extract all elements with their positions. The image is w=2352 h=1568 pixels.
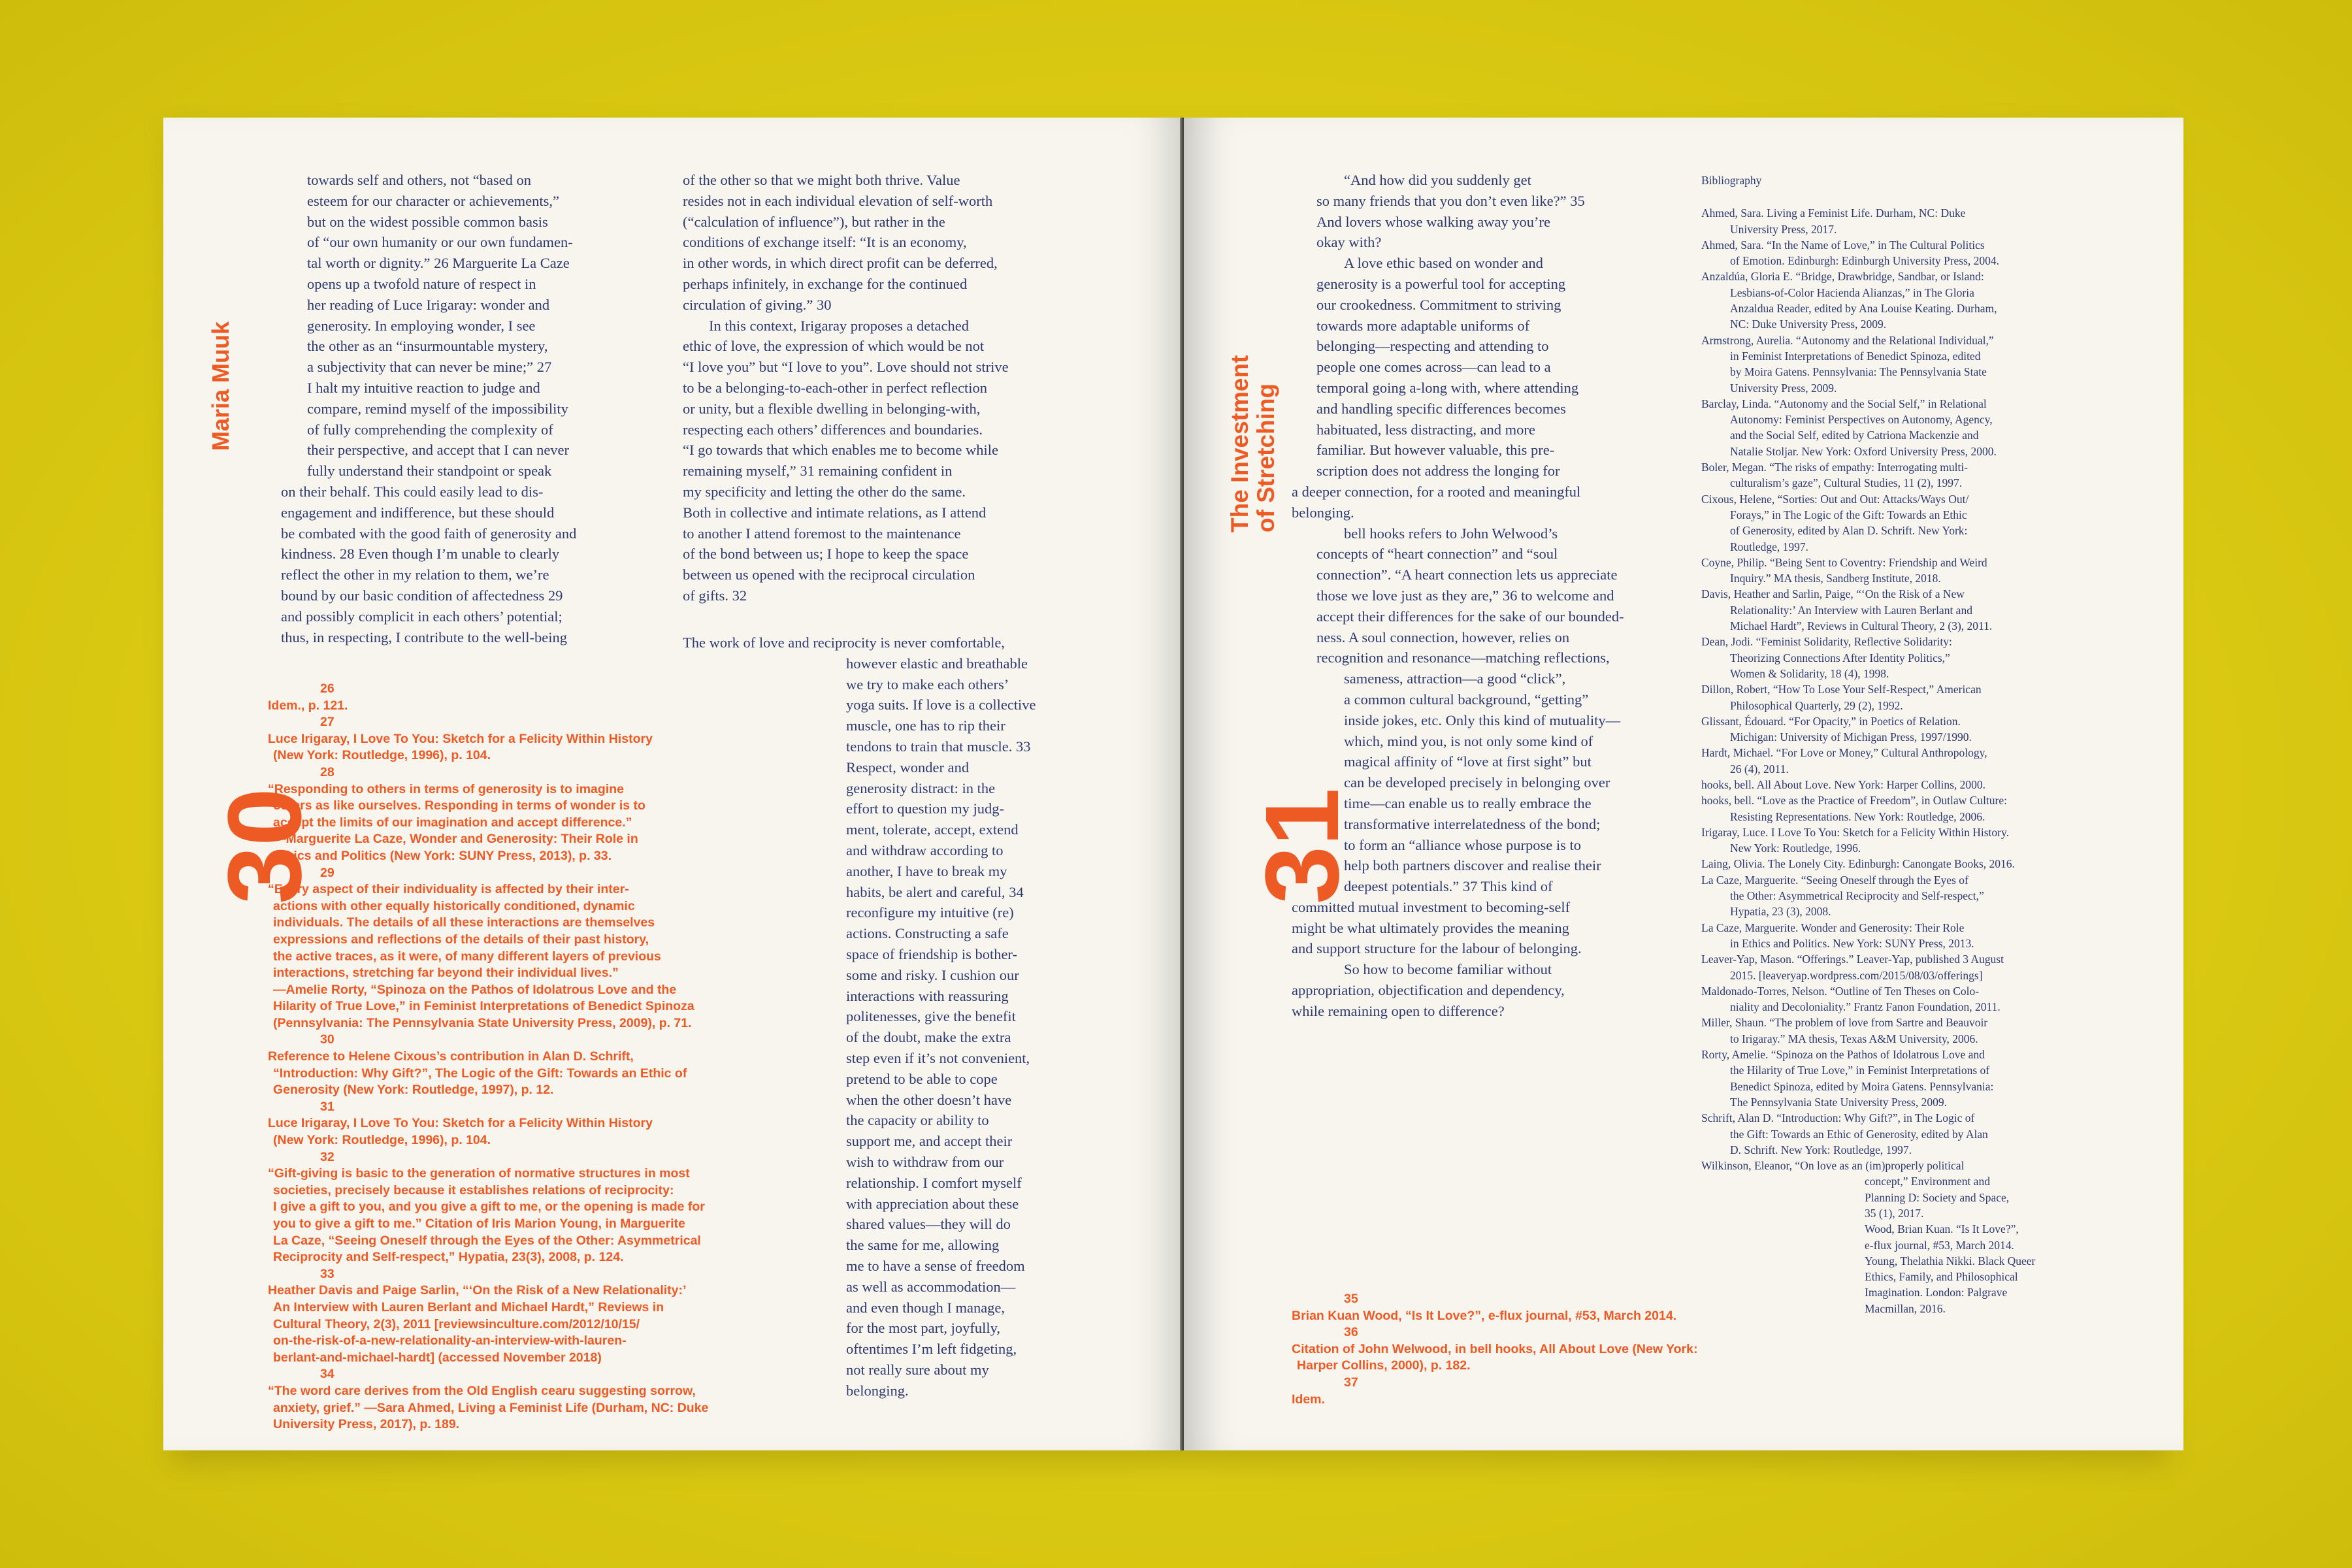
text-line: but on the widest possible common basis xyxy=(307,213,548,230)
text-line: be combated with the good faith of generosity and xyxy=(281,525,577,542)
footnote-text: Harper Collins, 2000), p. 182. xyxy=(1297,1358,1471,1373)
footnote-text: “Every aspect of their individuality is affected by their inter- xyxy=(268,882,629,897)
bibliography-line: Philosophical Quarterly, 29 (2), 1992. xyxy=(1730,698,1903,712)
column-1-text xyxy=(163,170,686,647)
bibliography-entry xyxy=(1701,1110,2146,1158)
footnote-number: 31 xyxy=(320,1099,335,1114)
footnote-text: Cultural Theory, 2(3), 2011 [reviewsinculture.com/2012/10/15/ xyxy=(273,1316,640,1331)
text-line: help both partners discover and realise their xyxy=(1344,857,1601,874)
footnote-number: 33 xyxy=(320,1266,335,1281)
text-line: inside jokes, etc. Only this kind of mutuality— xyxy=(1344,711,1621,728)
text-line: however elastic and breathable xyxy=(846,655,1028,672)
bibliography-entry xyxy=(1701,872,2146,920)
text-line: generosity distract: in the xyxy=(846,779,996,796)
text-line: scription does not address the longing for xyxy=(1316,463,1560,480)
text-line: belonging. xyxy=(1292,504,1354,521)
bibliography-line: the Hilarity of True Love,” in Feminist Interpretations of xyxy=(1730,1064,1990,1077)
text-line: so many friends that you don’t even like?” 35 xyxy=(1316,192,1585,209)
text-line: of “our own humanity or our own fundamen- xyxy=(307,234,573,251)
text-line: of the other so that we might both thrive. Value xyxy=(683,172,960,188)
text-line: pretend to be able to cope xyxy=(846,1070,998,1087)
footnote-number: 32 xyxy=(320,1149,335,1164)
footnote-number: 28 xyxy=(320,764,335,779)
footnote-number: 37 xyxy=(1344,1375,1358,1390)
text-line: temporal going a-long with, where attending xyxy=(1316,379,1579,396)
text-line: can be developed precisely in belonging over xyxy=(1344,774,1610,791)
bibliography-entry xyxy=(1701,555,2146,587)
text-line: politenesses, give the benefit xyxy=(846,1008,1016,1025)
text-line: thus, in respecting, I contribute to the well-being xyxy=(281,629,568,645)
bibliography-line: 26 (4), 2011. xyxy=(1730,762,1789,776)
footnotes xyxy=(268,681,987,1433)
bibliography-line: University Press, 2009. xyxy=(1730,381,1837,395)
bibliography-entry xyxy=(1701,1015,2146,1047)
footnote-text: Generosity (New York: Routledge, 1997), p. 12. xyxy=(273,1083,554,1098)
text-line: bell hooks refers to John Welwood’s xyxy=(1344,525,1558,542)
text-line: conditions of exchange itself: “It is an economy, xyxy=(683,234,967,251)
footnote-text: Idem., p. 121. xyxy=(268,698,348,713)
text-line: kindness. 28 Even though I’m unable to clearly xyxy=(281,546,560,563)
bibliography-line: Ethics, Family, and Philosophical xyxy=(1865,1270,2018,1284)
bibliography-line: Relationality:’ An Interview with Lauren Berlant and xyxy=(1730,603,1972,617)
bibliography-entry xyxy=(1701,1221,2146,1253)
bibliography-line: to Irigaray.” MA thesis, Texas A&M University, 2006. xyxy=(1730,1032,1978,1045)
text-line: step even if it’s not convenient, xyxy=(846,1049,1030,1066)
bibliography-entry xyxy=(1701,1253,2146,1316)
text-line: concepts of “heart connection” and “soul xyxy=(1316,546,1558,563)
footnote-text: (Pennsylvania: The Pennsylvania State University Press, 2009), p. 71. xyxy=(273,1015,692,1030)
text-line: me to have a sense of freedom xyxy=(846,1257,1025,1274)
bibliography-entry xyxy=(1701,586,2146,634)
text-line: the other as an “insurmountable mystery, xyxy=(307,338,548,355)
bibliography-line: Autonomy: Feminist Perspectives on Autonomy, Agency, xyxy=(1730,413,1993,427)
bibliography-entry xyxy=(1701,396,2146,459)
text-line: yoga suits. If love is a collective xyxy=(846,696,1036,713)
bibliography-line: and the Social Self, edited by Catriona Mackenzie and xyxy=(1730,429,1979,442)
page-number: 31 xyxy=(1243,788,1360,904)
footnote-text: (New York: Routledge, 1996), p. 104. xyxy=(273,748,491,763)
text-line: towards more adaptable uniforms of xyxy=(1316,317,1530,334)
bibliography-line: Barclay, Linda. “Autonomy and the Social Self,” in Relational xyxy=(1701,397,1987,410)
text-line: as well as accommodation— xyxy=(846,1278,1016,1295)
footnote-text: Hilarity of True Love,” in Feminist Interpretations of Benedict Spinoza xyxy=(273,999,694,1014)
text-line: remaining myself,” 31 remaining confident in xyxy=(683,463,953,480)
text-line: the same for me, allowing xyxy=(846,1237,1000,1254)
text-line: compare, remind myself of the impossibility xyxy=(307,400,568,417)
text-line: interactions with reassuring xyxy=(846,987,1009,1004)
bibliography-line: Dillon, Robert, “How To Lose Your Self-Respect,” American xyxy=(1701,683,1982,696)
footnote-text: the active traces, as it were, of many different layers of previous xyxy=(273,949,661,964)
footnote-text: expressions and reflections of the details of their past history, xyxy=(273,932,649,947)
footnote-text: Heather Davis and Paige Sarlin, “‘On the Risk of a New Relationality:’ xyxy=(268,1283,687,1298)
text-line: committed mutual investment to becoming-self xyxy=(1292,898,1571,915)
text-line: connection”. “A heart connection lets us appreciate xyxy=(1316,566,1618,583)
text-line: (“calculation of influence”), but rather in the xyxy=(683,213,945,230)
bibliography-entry xyxy=(1701,1047,2146,1110)
bibliography-line: Inquiry.” MA thesis, Sandberg Institute, 2018. xyxy=(1730,572,1941,585)
bibliography-line: Dean, Jodi. “Feminist Solidarity, Reflective Solidarity: xyxy=(1701,635,1952,649)
bibliography-line: Theorizing Connections After Identity Politics,” xyxy=(1730,651,1950,664)
footnote-text: (New York: Routledge, 1996), p. 104. xyxy=(273,1133,491,1148)
bibliography-entry xyxy=(1701,333,2146,396)
footnote-number: 36 xyxy=(1344,1325,1358,1340)
text-line: those we love just as they are,” 36 to welcome and xyxy=(1316,587,1614,604)
text-line: their perspective, and accept that I can never xyxy=(307,442,570,459)
text-line: bound by our basic condition of affectedness 29 xyxy=(281,587,563,604)
text-line: respecting each others’ differences and boundaries. xyxy=(683,421,983,438)
bibliography-line: Leaver-Yap, Mason. “Offerings.” Leaver-Yap, published 3 August xyxy=(1701,953,2004,966)
footnote-text: —Amelie Rorty, “Spinoza on the Pathos of Idolatrous Love and the xyxy=(273,982,677,997)
footnote-text: Citation of John Welwood, in bell hooks, All About Love (New York: xyxy=(1292,1341,1698,1356)
footnote-text: I give a gift to you, and you give a gift to me, or the opening is made for xyxy=(273,1200,705,1215)
text-line: the capacity or ability to xyxy=(846,1112,989,1129)
bibliography-line: Armstrong, Aurelia. “Autonomy and the Relational Individual,” xyxy=(1701,333,1994,347)
text-line: I halt my intuitive reaction to judge and xyxy=(307,379,540,396)
footnote-number: 35 xyxy=(1344,1292,1358,1306)
text-line: oftentimes I’m left fidgeting, xyxy=(846,1341,1017,1358)
bibliography-line: University Press, 2017. xyxy=(1730,222,1837,236)
text-line: a common cultural background, “getting” xyxy=(1344,691,1589,708)
text-line: And lovers whose walking away you’re xyxy=(1316,213,1551,230)
bibliography-line: Forays,” in The Logic of the Gift: Towards an Ethic xyxy=(1730,508,1967,521)
text-line: belonging. xyxy=(846,1382,909,1399)
footnote-text: actions with other equally historically conditioned, dynamic xyxy=(273,898,635,913)
text-line: “I go towards that which enables me to become while xyxy=(683,442,998,459)
bibliography-line: of Emotion. Edinburgh: Edinburgh University Press, 2004. xyxy=(1730,254,2000,268)
text-line: effort to question my judg- xyxy=(846,800,1005,817)
footnote-text: Ethics and Politics (New York: SUNY Press, 2013), p. 33. xyxy=(273,848,612,863)
text-line: muscle, one has to rip their xyxy=(846,717,1005,734)
bibliography xyxy=(1701,172,2146,1316)
text-line: generosity. In employing wonder, I see xyxy=(307,317,536,334)
footnote-text: on-the-risk-of-a-new-relationality-an-interview-with-lauren- xyxy=(273,1333,627,1348)
text-line: opens up a twofold nature of respect in xyxy=(307,275,536,292)
bibliography-line: NC: Duke University Press, 2009. xyxy=(1730,318,1887,331)
text-line: sameness, attraction—a good “click”, xyxy=(1344,670,1566,687)
footnote-text: anxiety, grief.” —Sara Ahmed, Living a Feminist Life (Durham, NC: Duke xyxy=(273,1400,709,1415)
bibliography-line: Anzaldúa, Gloria E. “Bridge, Drawbridge, Sandbar, or Island: xyxy=(1701,270,1984,284)
text-line: habituated, less distracting, and more xyxy=(1316,421,1535,438)
bibliography-line: D. Schrift. New York: Routledge, 1997. xyxy=(1730,1143,1912,1156)
bibliography-line: Lesbians-of-Color Hacienda Alianzas,” in The Gloria xyxy=(1730,286,1974,299)
footnote-text: “Responding to others in terms of generosity is to imagine xyxy=(268,781,624,796)
bibliography-line: Benedict Spinoza, edited by Moira Gatens. Pennsylvania: xyxy=(1730,1079,1994,1093)
text-line: tal worth or dignity.” 26 Marguerite La Caze xyxy=(307,255,570,272)
text-line: her reading of Luce Irigaray: wonder and xyxy=(307,296,550,313)
bibliography-entry xyxy=(1701,1158,2146,1221)
bibliography-line: Young, Thelathia Nikki. Black Queer xyxy=(1865,1254,2036,1267)
bibliography-line: Imagination. London: Palgrave xyxy=(1865,1286,2008,1299)
text-line: ment, tolerate, accept, extend xyxy=(846,821,1019,838)
bibliography-line: Miller, Shaun. “The problem of love from Sartre and Beauvoir xyxy=(1701,1016,1988,1030)
bibliography-line: concept,” Environment and xyxy=(1865,1175,1990,1188)
bibliography-entry xyxy=(1701,205,2146,237)
text-line: on their behalf. This could easily lead to dis- xyxy=(281,483,544,500)
text-line: space of friendship is bother- xyxy=(846,945,1017,962)
footnote-text: others as like ourselves. Responding in terms of wonder is to xyxy=(273,798,645,813)
text-line: we try to make each others’ xyxy=(846,676,1009,693)
bibliography-entry xyxy=(1701,856,2146,872)
footnote-number: 27 xyxy=(320,715,335,730)
text-line: fully understand their standpoint or speak xyxy=(307,463,552,480)
text-line: and possibly complicit in each others’ potential; xyxy=(281,608,563,625)
text-line: and handling specific differences becomes xyxy=(1316,400,1566,417)
bibliography-line: Hypatia, 23 (3), 2008. xyxy=(1730,905,1831,919)
text-line: shared values—they will do xyxy=(846,1216,1011,1233)
text-line: a subjectivity that can never be mine;” 27 xyxy=(307,359,552,376)
text-line: of gifts. 32 xyxy=(683,587,747,604)
footnote-number: 26 xyxy=(320,681,335,696)
bibliography-line: Boler, Megan. “The risks of empathy: Interrogating multi- xyxy=(1701,461,1968,474)
text-line: actions. Constructing a safe xyxy=(846,925,1009,942)
bibliography-line: the Other: Asymmetrical Reciprocity and Self-respect,” xyxy=(1730,889,1984,903)
text-line: and withdraw according to xyxy=(846,841,1004,858)
body-text xyxy=(1292,170,1710,1022)
bibliography-entry xyxy=(1701,777,2146,792)
bibliography-line: La Caze, Marguerite. “Seeing Oneself through the Eyes of xyxy=(1701,873,1968,887)
text-line: and even though I manage, xyxy=(846,1299,1005,1316)
footnote-text: berlant-and-michael-hardt] (accessed November 2018) xyxy=(273,1350,602,1365)
text-line: of the bond between us; I hope to keep the space xyxy=(683,546,969,563)
bibliography-line: Glissant, Édouard. “For Opacity,” in Poetics of Relation. xyxy=(1701,714,1961,728)
bibliography-line: Ahmed, Sara. “In the Name of Love,” in The Cultural Politics xyxy=(1701,238,1985,252)
text-line: okay with? xyxy=(1316,234,1382,251)
bibliography-line: Natalie Stoljar. New York: Oxford University Press, 2000. xyxy=(1730,444,1997,458)
bibliography-line: culturalism’s gaze”, Cultural Studies, 11 (2), 1997. xyxy=(1730,476,1963,490)
text-line: not really sure about my xyxy=(846,1361,989,1378)
footnote-text: you to give a gift to me.” Citation of Iris Marion Young, in Marguerite xyxy=(273,1217,685,1231)
text-line: support me, and accept their xyxy=(846,1133,1013,1150)
footnote-text: Luce Irigaray, I Love To You: Sketch for a Felicity Within History xyxy=(268,1116,653,1131)
footnote-text: societies, precisely because it establishes relations of reciprocity: xyxy=(273,1183,674,1198)
bibliography-line: The Pennsylvania State University Press, 2009. xyxy=(1730,1095,1947,1109)
bibliography-line: Irigaray, Luce. I Love To You: Sketch for a Felicity Within History. xyxy=(1701,825,2009,839)
text-line: while remaining open to difference? xyxy=(1292,1002,1505,1019)
text-line: magical affinity of “love at first sight” but xyxy=(1344,753,1592,770)
bibliography-line: Routledge, 1997. xyxy=(1730,540,1809,553)
page-number: 30 xyxy=(206,788,323,904)
footnote-number: 34 xyxy=(320,1367,335,1382)
footnote-text: “Gift-giving is basic to the generation of normative structures in most xyxy=(268,1166,690,1181)
bibliography-entry xyxy=(1701,983,2146,1015)
text-line: my specificity and letting the other do the same. xyxy=(683,483,966,500)
author-name: Maria Muuk xyxy=(207,321,234,451)
text-line: a deeper connection, for a rooted and meaningful xyxy=(1292,483,1581,500)
text-line: to be a belonging-to-each-other in perfect reflection xyxy=(683,379,988,396)
bibliography-entry xyxy=(1701,920,2146,952)
bibliography-line: by Moira Gatens. Pennsylvania: The Pennsylvania State xyxy=(1730,365,1987,379)
text-line: relationship. I comfort myself xyxy=(846,1174,1022,1191)
text-line: belonging—respecting and attending to xyxy=(1316,338,1549,355)
footnote-text: —Marguerite La Caze, Wonder and Generosity: Their Role in xyxy=(273,832,638,847)
text-line: So how to become familiar without xyxy=(1344,961,1552,978)
footnote-text: University Press, 2017), p. 189. xyxy=(273,1417,460,1432)
bibliography-line: in Feminist Interpretations of Benedict Spinoza, edited xyxy=(1730,349,1981,363)
bibliography-line: in Ethics and Politics. New York: SUNY Press, 2013. xyxy=(1730,936,1974,950)
text-line: ethic of love, the expression of which would be not xyxy=(683,338,985,355)
text-line: engagement and indifference, but these should xyxy=(281,504,555,521)
text-line: transformative interrelatedness of the bond; xyxy=(1344,815,1601,832)
bibliography-line: Coyne, Philip. “Being Sent to Coventry: Friendship and Weird xyxy=(1701,555,1987,569)
text-line: deepest potentials.” 37 This kind of xyxy=(1344,878,1553,895)
left-page xyxy=(163,118,1183,1450)
footnote-text: “Introduction: Why Gift?”, The Logic of the Gift: Towards an Ethic of xyxy=(273,1066,687,1081)
bibliography-line: Rorty, Amelie. “Spinoza on the Pathos of Idolatrous Love and xyxy=(1701,1048,1985,1062)
footnote-text: Reciprocity and Self-respect,” Hypatia, 23(3), 2008, p. 124. xyxy=(273,1250,624,1265)
bibliography-line: Ahmed, Sara. Living a Feminist Life. Durham, NC: Duke xyxy=(1701,206,1966,220)
bibliography-line: New York: Routledge, 1996. xyxy=(1730,841,1861,855)
bibliography-entry xyxy=(1701,713,2146,745)
bibliography-line: niality and Decoloniality.” Frantz Fanon Foundation, 2011. xyxy=(1730,1000,2001,1014)
text-line: Respect, wonder and xyxy=(846,759,970,776)
column-2-text xyxy=(683,170,1088,606)
text-line: for the most part, joyfully, xyxy=(846,1320,1000,1337)
text-line: people one comes across—can lead to a xyxy=(1316,359,1551,376)
chapter-title: The Investment of Stretching xyxy=(1226,355,1279,532)
text-line: familiar. But however valuable, this pre- xyxy=(1316,442,1555,459)
text-line: of fully comprehending the complexity of xyxy=(307,421,553,438)
text-line: In this context, Irigaray proposes a detached xyxy=(709,317,969,334)
bibliography-entry xyxy=(1701,951,2146,983)
text-line: appropriation, objectification and dependency, xyxy=(1292,982,1565,999)
bibliography-line: Planning D: Society and Space, xyxy=(1865,1190,2010,1204)
footnote-text: An Interview with Lauren Berlant and Michael Hardt,” Reviews in xyxy=(273,1299,664,1315)
bibliography-line: hooks, bell. “Love as the Practice of Freedom”, in Outlaw Culture: xyxy=(1701,794,2007,808)
text-line: esteem for our character or achievements,” xyxy=(307,192,560,209)
bibliography-heading: Bibliography xyxy=(1701,174,1762,187)
text-line: in other words, in which direct profit can be deferred, xyxy=(683,255,998,272)
bibliography-line: Hardt, Michael. “For Love or Money,” Cultural Anthropology, xyxy=(1701,746,1987,760)
bibliography-entry xyxy=(1701,634,2146,681)
bibliography-line: Maldonado-Torres, Nelson. “Outline of Ten Theses on Colo- xyxy=(1701,984,1980,998)
bibliography-line: Cixous, Helene, “Sorties: Out and Out: Attacks/Ways Out/ xyxy=(1701,492,1969,506)
bibliography-entry xyxy=(1701,825,2146,857)
text-line: reconfigure my intuitive (re) xyxy=(846,904,1014,921)
bibliography-line: 35 (1), 2017. xyxy=(1865,1207,1924,1220)
footnote-text: La Caze, “Seeing Oneself through the Eyes of the Other: Asymmetrical xyxy=(273,1233,701,1248)
text-line: circulation of giving.” 30 xyxy=(683,296,832,313)
footnote-text: interactions, stretching far beyond their individual lives.” xyxy=(273,966,619,981)
bibliography-entry xyxy=(1701,491,2146,555)
bibliography-line: hooks, bell. All About Love. New York: Harper Collins, 2000. xyxy=(1701,777,1986,791)
text-line: our crookedness. Commitment to striving xyxy=(1316,296,1561,313)
text-line: Both in collective and intimate relations, as I attend xyxy=(683,504,987,521)
text-line: A love ethic based on wonder and xyxy=(1344,255,1543,272)
footnote-text: individuals. The details of all these interactions are themselves xyxy=(273,915,655,930)
bibliography-entry xyxy=(1701,681,2146,713)
text-line: between us opened with the reciprocal circulation xyxy=(683,566,975,583)
text-line: some and risky. I cushion our xyxy=(846,966,1019,983)
bibliography-line: Michigan: University of Michigan Press, 1997/1990. xyxy=(1730,730,1972,744)
text-line: of the doubt, make the extra xyxy=(846,1029,1011,1046)
text-line: resides not in each individual elevation of self-worth xyxy=(683,192,993,209)
bibliography-line: e-flux journal, #53, March 2014. xyxy=(1865,1238,2014,1252)
text-line: and support structure for the labour of belonging. xyxy=(1292,940,1582,957)
footnote-number: 30 xyxy=(320,1032,335,1047)
text-line: accept their differences for the sake of our bounded- xyxy=(1316,608,1624,625)
text-line: tendons to train that muscle. 33 xyxy=(846,738,1031,755)
text-line: another, I have to break my xyxy=(846,862,1007,879)
bibliography-line: Michael Hardt”, Reviews in Cultural Theory, 2 (3), 2011. xyxy=(1730,619,1993,633)
bibliography-line: of Generosity, edited by Alan D. Schrift. New York: xyxy=(1730,524,1968,538)
text-line: time—can enable us to really embrace the xyxy=(1344,794,1592,811)
text-line: perhaps infinitely, in exchange for the continued xyxy=(683,275,968,292)
text-line: or unity, but a flexible dwelling in belonging-with, xyxy=(683,400,981,417)
bibliography-entry xyxy=(1701,745,2146,777)
bibliography-line: Wood, Brian Kuan. “Is It Love?”, xyxy=(1865,1222,2019,1236)
bibliography-line: 2015. [leaveryap.wordpress.com/2015/08/03/offerings] xyxy=(1730,968,1983,982)
bibliography-line: Resisting Representations. New York: Routledge, 2006. xyxy=(1730,809,1985,823)
bibliography-line: Schrift, Alan D. “Introduction: Why Gift?”, in The Logic of xyxy=(1701,1111,1975,1125)
text-line: The work of love and reciprocity is never comfortable, xyxy=(683,634,1005,651)
bibliography-line: Laing, Olivia. The Lonely City. Edinburgh: Canongate Books, 2016. xyxy=(1701,857,2015,871)
footnote-text: Idem. xyxy=(1292,1392,1325,1407)
bibliography-line: La Caze, Marguerite. Wonder and Generosity: Their Role xyxy=(1701,921,1965,934)
footnote-text: Reference to Helene Cixous’s contribution in Alan D. Schrift, xyxy=(268,1049,634,1064)
bibliography-line: Wilkinson, Eleanor, “On love as an (im)properly political xyxy=(1701,1159,1965,1173)
text-line: generosity is a powerful tool for accepting xyxy=(1316,275,1566,292)
text-line: recognition and resonance—matching reflections, xyxy=(1316,649,1610,666)
bibliography-line: Davis, Heather and Sarlin, Paige, “‘On the Risk of a New xyxy=(1701,587,1965,601)
footnote-text: Brian Kuan Wood, “Is It Love?”, e-flux journal, #53, March 2014. xyxy=(1292,1308,1677,1323)
text-line: wish to withdraw from our xyxy=(846,1153,1004,1170)
bibliography-entry xyxy=(1701,269,2146,332)
bibliography-line: the Gift: Towards an Ethic of Generosity, edited by Alan xyxy=(1730,1127,1988,1141)
text-line: to form an “alliance whose purpose is to xyxy=(1344,836,1582,853)
bibliography-entry xyxy=(1701,459,2146,491)
text-line: might be what ultimately provides the meaning xyxy=(1292,919,1569,936)
bibliography-entry xyxy=(1701,792,2146,825)
text-line: habits, be alert and careful, 34 xyxy=(846,883,1024,900)
footnote-text: Luce Irigaray, I Love To You: Sketch for a Felicity Within History xyxy=(268,731,653,746)
footnote-text: accept the limits of our imagination and accept difference.” xyxy=(273,815,632,830)
text-line: towards self and others, not “based on xyxy=(307,172,532,188)
bibliography-line: Women & Solidarity, 18 (4), 1998. xyxy=(1730,666,1889,680)
text-line: ness. A soul connection, however, relies on xyxy=(1316,629,1570,645)
bibliography-entry xyxy=(1701,237,2146,269)
text-line: “And how did you suddenly get xyxy=(1344,172,1531,188)
right-page xyxy=(1184,118,2183,1450)
text-line: to another I attend foremost to the maintenance xyxy=(683,525,961,542)
bibliography-line: Anzaldua Reader, edited by Ana Louise Keating. Durham, xyxy=(1730,302,1997,316)
text-line: which, mind you, is not only some kind of xyxy=(1344,732,1593,749)
footnote-text: “The word care derives from the Old English cearu suggesting sorrow, xyxy=(268,1383,696,1398)
text-line: when the other doesn’t have xyxy=(846,1091,1012,1108)
text-line: “I love you” but “I love to you”. Love should not strive xyxy=(683,359,1009,376)
bibliography-line: Macmillan, 2016. xyxy=(1865,1301,1946,1315)
text-line: with appreciation about these xyxy=(846,1195,1019,1212)
footnote-number: 29 xyxy=(320,865,335,880)
text-line: reflect the other in my relation to them, we’re xyxy=(281,566,549,583)
